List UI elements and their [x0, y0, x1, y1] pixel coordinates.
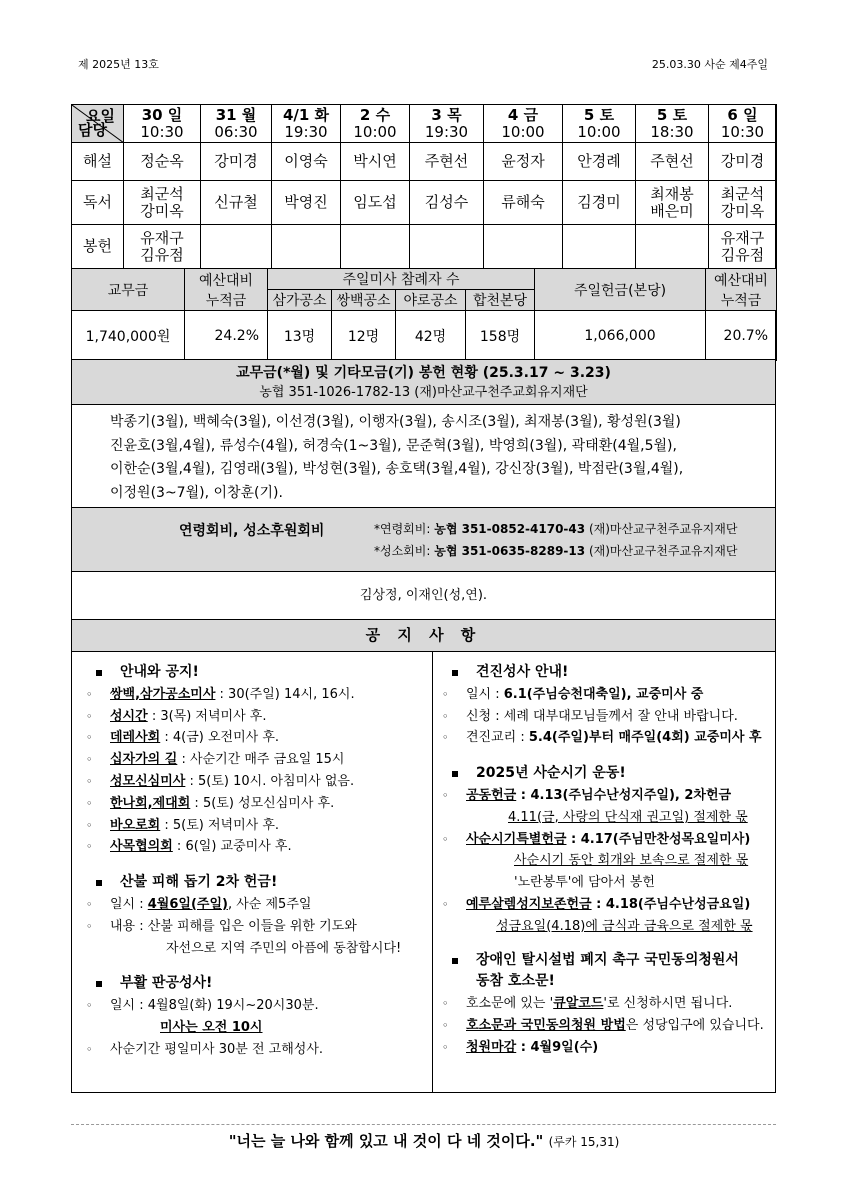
list-item: ◦ 일시 : 4월6일(주일), 사순 제5주일 [86, 896, 312, 912]
cell: 윤정자 [484, 143, 563, 181]
day-col-6: 4 금 10:00 [484, 105, 563, 143]
list-item-continued: '노란봉투'에 담아서 봉헌 [514, 875, 655, 891]
cell [201, 225, 272, 269]
day-col-9: 6 일 10:30 [709, 105, 777, 143]
list-item: ◦ 십자가의 길 : 사순기간 매주 금요일 15시 [86, 752, 345, 768]
budget-label-2: 예산대비 누적금 [706, 269, 777, 311]
notices-right-column [442, 652, 772, 1059]
notices-title: 공 지 사 항 [71, 620, 776, 652]
offering-value: 1,740,000원 [72, 311, 185, 361]
donations-title: 교무금(*월) 및 기타모금(기) 봉헌 현황 (25.3.17 ~ 3.23) [236, 365, 611, 381]
day-col-2: 31 월 06:30 [201, 105, 272, 143]
list-item: ◦ 한나회,제대회 : 5(토) 성모신심미사 후. [86, 795, 335, 811]
sunday-offering-value: 1,066,000 [535, 311, 706, 361]
list-item: ◦ 사순기간 평일미사 30분 전 고해성사. [86, 1041, 324, 1057]
attendance-col: 야로공소 [396, 290, 466, 311]
cell: 최군석 강미옥 [124, 181, 201, 225]
section-heading: 2025년 사순시기 운동! [442, 763, 772, 785]
list-item: ◦ 견진교리 : 5.4(주일)부터 매주일(4회) 교중미사 후 [442, 730, 762, 746]
row-reading [72, 181, 777, 225]
attendance-value: 158명 [466, 311, 535, 361]
issue-date: 25.03.30 사순 제4주일 [651, 58, 768, 71]
cell: 류해숙 [484, 181, 563, 225]
list-item: ◦ 내용 : 산불 피해를 입은 이들을 위한 기도와 [86, 918, 357, 934]
cell: 김경미 [563, 181, 636, 225]
footer-quote [0, 1130, 848, 1151]
section-heading-continued: 동참 호소문! [476, 973, 555, 990]
list-item-continued: 미사는 오전 10시 [160, 1019, 263, 1035]
list-item: ◦ 사목협의회 : 6(일) 교중미사 후. [86, 839, 292, 855]
row-label: 독서 [72, 181, 124, 225]
cell: 김성수 [410, 181, 484, 225]
list-item: ◦ 일시 : 6.1(주님승천대축일), 교중미사 중 [442, 686, 704, 702]
cell: 이영숙 [272, 143, 341, 181]
footer-divider [71, 1124, 776, 1125]
cell: 강미경 [201, 143, 272, 181]
association-title: 연령회비, 성소후원회비 [179, 523, 325, 539]
budget-value: 24.2% [185, 311, 268, 361]
donations-header [71, 359, 776, 405]
quote-reference: (루카 15,31) [548, 1135, 620, 1149]
attendance-value: 42명 [396, 311, 466, 361]
cell [341, 225, 410, 269]
cell: 주현선 [410, 143, 484, 181]
row-label: 봉헌 [72, 225, 124, 269]
issue-number: 제 2025년 13호 [78, 58, 159, 71]
list-item: ◦ 일시 : 4월8일(화) 19시~20시30분. [86, 998, 319, 1014]
memorial-account: *연령회비: 농협 351-0852-4170-43 (재)마산교구천주교유지재단 [374, 522, 738, 536]
attendance-value: 13명 [268, 311, 332, 361]
attendance-col: 합천본당 [466, 290, 535, 311]
offering-label: 교무금 [72, 269, 185, 311]
day-col-4: 2 수 10:00 [341, 105, 410, 143]
day-col-3: 4/1 화 19:30 [272, 105, 341, 143]
row-commentary [72, 143, 777, 181]
quote-text: "너는 늘 나와 함께 있고 내 것이 다 네 것이다." [228, 1132, 544, 1150]
donor-line: 이한순(3월,4월), 김영래(3월), 박성현(3월), 송호택(3월,4월), 강신장(3월), 박점란(3월,4월), [110, 461, 684, 477]
donor-list [71, 405, 776, 508]
budget-label: 예산대비 누적금 [185, 269, 268, 311]
day-col-7: 5 토 10:00 [563, 105, 636, 143]
cell: 신규철 [201, 181, 272, 225]
list-item: ◦ 예루살렘성지보존헌금 : 4.18(주님수난성금요일) [442, 896, 751, 912]
list-item: ◦ 호소문에 있는 '큐알코드'로 신청하시면 됩니다. [442, 996, 733, 1012]
list-item: ◦ 호소문과 국민동의청원 방법은 성당입구에 있습니다. [442, 1017, 764, 1033]
cell [636, 225, 709, 269]
list-item: ◦ 공동헌금 : 4.13(주님수난성지주일), 2차헌금 [442, 787, 732, 803]
donor-line: 이정원(3~7월), 이창훈(기). [110, 484, 283, 501]
list-item: ◦ 신청 : 세례 대부대모님들께서 잘 안내 바랍니다. [442, 708, 738, 724]
donations-account: 농협 351-1026-1782-13 (재)마산교구천주교회유지재단 [259, 385, 588, 400]
corner-duty-label: 담당 [78, 121, 107, 139]
section-heading: 장애인 탈시설법 폐지 촉구 국민동의청원서 [442, 950, 772, 972]
list-item: ◦ 쌍백,삼가공소미사 : 30(주일) 14시, 16시. [86, 686, 355, 702]
cell: 박시연 [341, 143, 410, 181]
attendance-value: 12명 [332, 311, 396, 361]
sunday-offering-label: 주일헌금(본당) [535, 269, 706, 311]
budget-value-2: 20.7% [706, 311, 777, 361]
list-item-continued: 성금요일(4.18)에 금식과 금육으로 절제한 몫 [496, 918, 753, 934]
section-heading: 부활 판공성사! [86, 973, 426, 995]
day-col-8: 5 토 18:30 [636, 105, 709, 143]
mass-schedule-table [71, 104, 777, 269]
section-heading: 견진성사 안내! [442, 662, 772, 684]
row-offering [72, 225, 777, 269]
schedule-corner [72, 105, 124, 143]
cell [410, 225, 484, 269]
list-item: ◦ 성시간 : 3(목) 저녁미사 후. [86, 708, 267, 724]
cell [484, 225, 563, 269]
attendance-col: 쌍백공소 [332, 290, 396, 311]
association-fees-header [71, 508, 776, 572]
donor-line: 박종기(3월), 백혜숙(3월), 이선경(3월), 이행자(3월), 송시조(3월), 최재봉(3월), 황성원(3월) [110, 414, 681, 430]
cell: 최군석 강미옥 [709, 181, 777, 225]
list-item-continued: 사순시기 동안 회개와 보속으로 절제한 몫 [514, 853, 749, 869]
column-divider [432, 652, 433, 1092]
attendance-label: 주일미사 참례자 수 [268, 269, 535, 290]
day-col-5: 3 목 19:30 [410, 105, 484, 143]
cell: 임도섭 [341, 181, 410, 225]
day-col-1: 30 일 10:30 [124, 105, 201, 143]
cell: 주현선 [636, 143, 709, 181]
offering-stats-table [71, 268, 777, 361]
list-item: ◦ 바오로회 : 5(토) 저녁미사 후. [86, 817, 280, 833]
cell [272, 225, 341, 269]
donor-line: 진윤호(3월,4월), 류성수(4월), 허경숙(1~3월), 문준혁(3월), 박영희(3월), 곽태환(4월,5월), [110, 437, 677, 454]
list-item: ◦ 성모신심미사 : 5(토) 10시. 아침미사 없음. [86, 773, 355, 789]
list-item-continued: 4.11(금, 사랑의 단식재 권고일) 절제한 몫 [508, 809, 748, 825]
list-item: ◦ 사순시기특별헌금 : 4.17(주님만찬성목요일미사) [442, 831, 751, 847]
corner-day-label: 요일 [86, 107, 115, 125]
cell: 최재봉 배은미 [636, 181, 709, 225]
list-item: ◦ 청원마감 : 4월9일(수) [442, 1039, 599, 1055]
cell: 안경례 [563, 143, 636, 181]
cell: 강미경 [709, 143, 777, 181]
section-heading: 산불 피해 돕기 2차 헌금! [86, 872, 426, 894]
list-item-continued: 자선으로 지역 주민의 아픔에 동참합시다! [166, 940, 402, 956]
row-label: 해설 [72, 143, 124, 181]
notices-left-column [86, 652, 426, 1061]
association-names: 김상정, 이재인(성,연). [71, 572, 776, 620]
vocation-account: *성소회비: 농협 351-0635-8289-13 (재)마산교구천주교유지재단 [374, 544, 738, 558]
cell: 정순옥 [124, 143, 201, 181]
cell: 유재구 김유점 [709, 225, 777, 269]
cell [563, 225, 636, 269]
attendance-col: 삼가공소 [268, 290, 332, 311]
cell: 유재구 김유점 [124, 225, 201, 269]
cell: 박영진 [272, 181, 341, 225]
list-item: ◦ 데레사회 : 4(금) 오전미사 후. [86, 730, 280, 746]
section-heading: 안내와 공지! [86, 662, 426, 684]
